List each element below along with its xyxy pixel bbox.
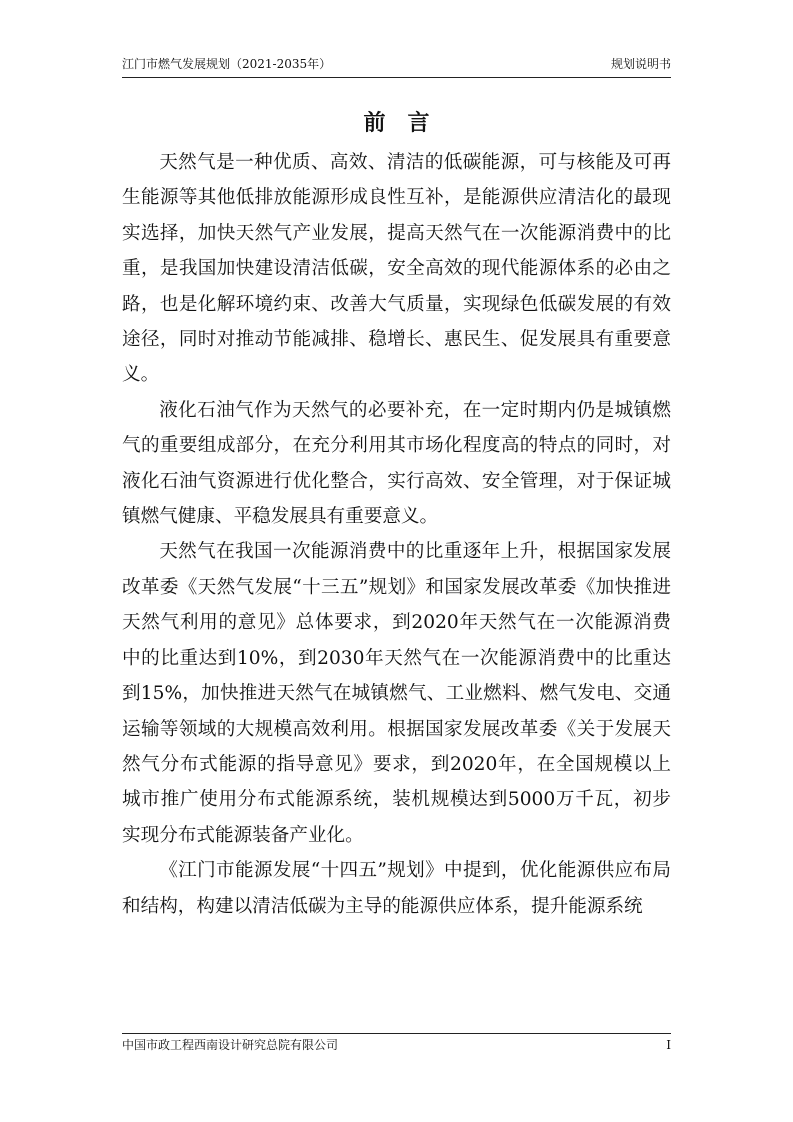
paragraph-3: 天然气在我国一次能源消费中的比重逐年上升，根据国家发展改革委《天然气发展“十三五”规划》和国家发展改革委《加快推进天然气利用的意见》总体要求，到2020年天然气在一次能源消费中的比重达到10%，到2030年天然气在一次能源消费中的比重达到15%，加快推进天然气在城镇燃气、工业燃料、燃气发电、交通运输等领域的大规模高效利用。根据国家发展改革委《关于发展天然气分布式能源的指导意见》要求，到2020年，在全国规模以上城市推广使用分布式能源系统，装机规模达到5000万千瓦，初步实现分布式能源装备产业化。 — [122, 541, 671, 846]
header-document-title: 江门市燃气发展规划（2021-2035年） — [122, 57, 332, 71]
body-text — [122, 145, 671, 924]
footer-divider — [122, 1033, 671, 1034]
header-section-label: 规划说明书 — [610, 57, 671, 71]
page-number: I — [666, 1038, 671, 1052]
page-title: 前言 — [363, 110, 452, 136]
paragraph-2: 液化石油气作为天然气的必要补充，在一定时期内仍是城镇燃气的重要组成部分，在充分利用其市场化程度高的特点的同时，对液化石油气资源进行优化整合，实行高效、安全管理，对于保证城镇燃气健康、平稳发展具有重要意义。 — [122, 399, 671, 528]
footer-organization: 中国市政工程西南设计研究总院有限公司 — [122, 1038, 339, 1052]
paragraph-4: 《江门市能源发展“十四五”规划》中提到，优化能源供应布局和结构，构建以清洁低碳为主导的能源供应体系，提升能源系统 — [122, 860, 671, 917]
page-header — [122, 56, 671, 76]
page-footer — [122, 1037, 671, 1057]
paragraph-1: 天然气是一种优质、高效、清洁的低碳能源，可与核能及可再生能源等其他低排放能源形成良性互补，是能源供应清洁化的最现实选择，加快天然气产业发展，提高天然气在一次能源消费中的比重，是我国加快建设清洁低碳，安全高效的现代能源体系的必由之路，也是化解环境约束、改善大气质量，实现绿色低碳发展的有效途径，同时对推动节能减排、稳增长、惠民生、促发展具有重要意义。 — [122, 152, 671, 386]
header-divider — [122, 77, 671, 78]
